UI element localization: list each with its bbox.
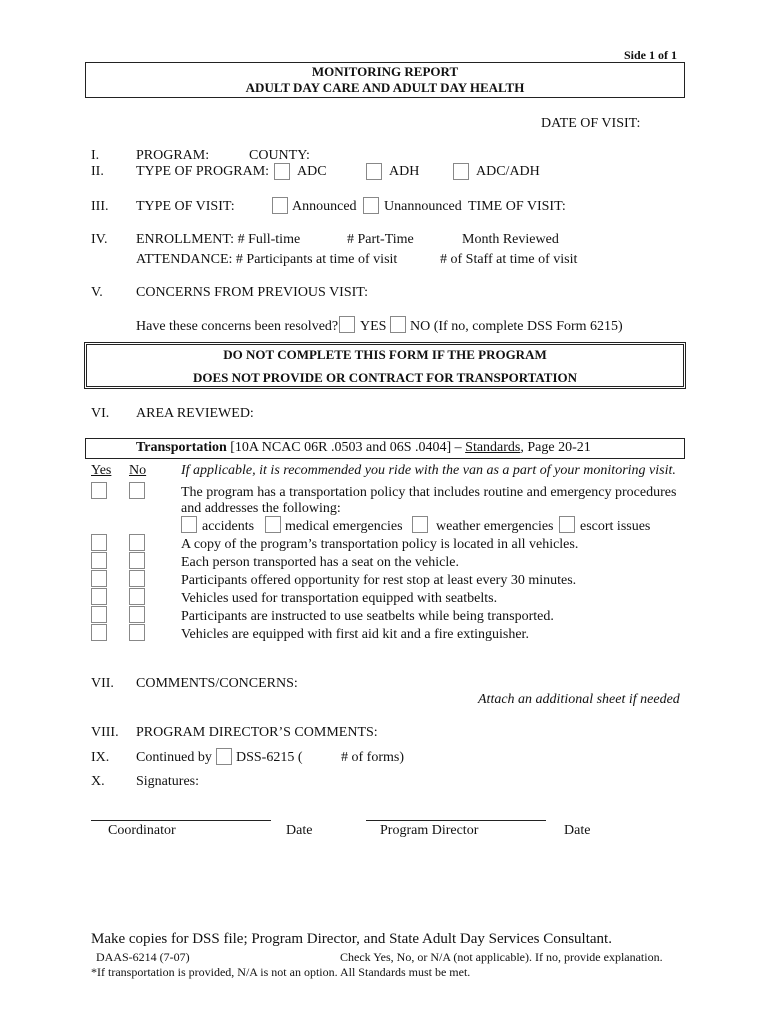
warning-line-2: DOES NOT PROVIDE OR CONTRACT FOR TRANSPORTATION bbox=[192, 370, 578, 385]
comments-concerns-label: COMMENTS/CONCERNS: bbox=[136, 676, 298, 691]
standards-link[interactable]: Standards bbox=[465, 440, 521, 455]
item-2-yes-checkbox[interactable] bbox=[91, 534, 107, 551]
item-4-text: Participants offered opportunity for rest stop at least every 30 minutes. bbox=[181, 573, 577, 588]
item-3-text: Each person transported has a seat on the vehicle. bbox=[181, 555, 459, 570]
item-4-no-checkbox[interactable] bbox=[129, 570, 145, 587]
transportation-title: Transportation bbox=[136, 440, 227, 455]
section-7-number: VII. bbox=[91, 676, 114, 691]
item-3-yes-checkbox[interactable] bbox=[91, 552, 107, 569]
standards-page-reference: , Page 20-21 bbox=[520, 440, 591, 455]
item-5-yes-checkbox[interactable] bbox=[91, 588, 107, 605]
section-3-number: III. bbox=[91, 199, 109, 214]
section-9-number: IX. bbox=[91, 750, 110, 765]
item-6-yes-checkbox[interactable] bbox=[91, 606, 107, 623]
program-label: PROGRAM: bbox=[136, 148, 210, 163]
weather-emergencies-checkbox[interactable] bbox=[412, 516, 428, 533]
concerns-no-checkbox[interactable] bbox=[390, 316, 406, 333]
report-subtitle: ADULT DAY CARE AND ADULT DAY HEALTH bbox=[245, 80, 525, 95]
announced-checkbox[interactable] bbox=[272, 197, 288, 214]
form-id: DAAS-6214 (7-07) bbox=[96, 950, 190, 964]
warning-line-1: DO NOT COMPLETE THIS FORM IF THE PROGRAM bbox=[223, 347, 547, 362]
report-title: MONITORING REPORT bbox=[311, 64, 459, 79]
coordinator-date-label: Date bbox=[286, 823, 313, 838]
section-8-number: VIII. bbox=[91, 725, 119, 740]
escort-issues-checkbox[interactable] bbox=[559, 516, 575, 533]
attendance-label: ATTENDANCE: # Participants at time of visit bbox=[136, 252, 398, 267]
transportation-reference: [10A NCAC 06R .0503 and 06S .0404] – bbox=[226, 440, 466, 455]
program-director-label: Program Director bbox=[380, 823, 479, 838]
enrollment-full-time-label: ENROLLMENT: # Full-time bbox=[136, 232, 301, 247]
item-4-yes-checkbox[interactable] bbox=[91, 570, 107, 587]
dss-6215-checkbox[interactable] bbox=[216, 748, 232, 765]
accidents-label: accidents bbox=[202, 519, 255, 534]
county-label: COUNTY: bbox=[249, 148, 310, 163]
check-instruction: Check Yes, No, or N/A (not applicable). If no, provide explanation. bbox=[340, 950, 663, 964]
concerns-previous-visit-label: CONCERNS FROM PREVIOUS VISIT: bbox=[136, 285, 369, 300]
part-time-label: # Part-Time bbox=[347, 232, 414, 247]
area-reviewed-label: AREA REVIEWED: bbox=[136, 406, 254, 421]
concerns-yes-checkbox[interactable] bbox=[339, 316, 355, 333]
item-2-text: A copy of the program’s transportation policy is located in all vehicles. bbox=[181, 537, 579, 552]
unannounced-label: Unannounced bbox=[384, 199, 462, 214]
concerns-resolved-question: Have these concerns been resolved? bbox=[136, 319, 339, 334]
medical-emergencies-label: medical emergencies bbox=[285, 519, 403, 534]
number-of-forms-label: # of forms) bbox=[341, 750, 404, 765]
adh-label: ADH bbox=[389, 164, 420, 179]
item-1-yes-checkbox[interactable] bbox=[91, 482, 107, 499]
weather-emergencies-label: weather emergencies bbox=[436, 519, 554, 534]
section-1-number: I. bbox=[91, 148, 100, 163]
type-of-program-label: TYPE OF PROGRAM: bbox=[136, 164, 270, 179]
unannounced-checkbox[interactable] bbox=[363, 197, 379, 214]
time-of-visit-label: TIME OF VISIT: bbox=[468, 199, 566, 214]
item-7-yes-checkbox[interactable] bbox=[91, 624, 107, 641]
accidents-checkbox[interactable] bbox=[181, 516, 197, 533]
announced-label: Announced bbox=[292, 199, 357, 214]
item-6-no-checkbox[interactable] bbox=[129, 606, 145, 623]
concerns-yes-label: YES bbox=[360, 319, 387, 334]
item-3-no-checkbox[interactable] bbox=[129, 552, 145, 569]
adh-checkbox[interactable] bbox=[366, 163, 382, 180]
section-2-number: II. bbox=[91, 164, 104, 179]
item-5-text: Vehicles used for transportation equipped with seatbelts. bbox=[181, 591, 498, 606]
type-of-visit-label: TYPE OF VISIT: bbox=[136, 199, 235, 214]
director-date-label: Date bbox=[564, 823, 591, 838]
section-6-number: VI. bbox=[91, 406, 110, 421]
item-2-no-checkbox[interactable] bbox=[129, 534, 145, 551]
director-signature-line[interactable] bbox=[366, 820, 546, 821]
transportation-footnote: *If transportation is provided, N/A is not an option. All Standards must be met. bbox=[91, 965, 471, 979]
copies-instruction: Make copies for DSS file; Program Director, and State Adult Day Services Consultant. bbox=[91, 931, 612, 947]
item-7-text: Vehicles are equipped with first aid kit and a fire extinguisher. bbox=[181, 627, 529, 642]
adc-label: ADC bbox=[297, 164, 327, 179]
concerns-no-label: NO (If no, complete DSS Form 6215) bbox=[410, 319, 623, 334]
escort-issues-label: escort issues bbox=[580, 519, 651, 534]
director-comments-label: PROGRAM DIRECTOR’S COMMENTS: bbox=[136, 725, 378, 740]
item-1-text-line-2: and addresses the following: bbox=[181, 501, 341, 516]
coordinator-label: Coordinator bbox=[108, 823, 176, 838]
item-6-text: Participants are instructed to use seatbelts while being transported. bbox=[181, 609, 554, 624]
page-side-indicator: Side 1 of 1 bbox=[624, 48, 678, 62]
ride-recommendation-note: If applicable, it is recommended you ride with the van as a part of your monitoring visit. bbox=[181, 463, 676, 478]
adc-checkbox[interactable] bbox=[274, 163, 290, 180]
item-1-text-line-1: The program has a transportation policy that includes routine and emergency procedures bbox=[181, 485, 677, 500]
transportation-heading bbox=[136, 440, 591, 456]
signatures-label: Signatures: bbox=[136, 774, 199, 789]
adc-adh-checkbox[interactable] bbox=[453, 163, 469, 180]
medical-emergencies-checkbox[interactable] bbox=[265, 516, 281, 533]
date-of-visit-label: DATE OF VISIT: bbox=[541, 116, 641, 131]
adc-adh-label: ADC/ADH bbox=[476, 164, 540, 179]
section-5-number: V. bbox=[91, 285, 103, 300]
item-7-no-checkbox[interactable] bbox=[129, 624, 145, 641]
coordinator-signature-line[interactable] bbox=[91, 820, 271, 821]
continued-by-label: Continued by bbox=[136, 750, 212, 765]
item-5-no-checkbox[interactable] bbox=[129, 588, 145, 605]
section-10-number: X. bbox=[91, 774, 105, 789]
item-1-no-checkbox[interactable] bbox=[129, 482, 145, 499]
staff-count-label: # of Staff at time of visit bbox=[440, 252, 578, 267]
month-reviewed-label: Month Reviewed bbox=[462, 232, 559, 247]
no-column-header: No bbox=[129, 463, 147, 478]
yes-column-header: Yes bbox=[91, 463, 112, 478]
attach-sheet-note: Attach an additional sheet if needed bbox=[478, 692, 680, 707]
dss-6215-label: DSS-6215 ( bbox=[236, 750, 303, 765]
section-4-number: IV. bbox=[91, 232, 108, 247]
